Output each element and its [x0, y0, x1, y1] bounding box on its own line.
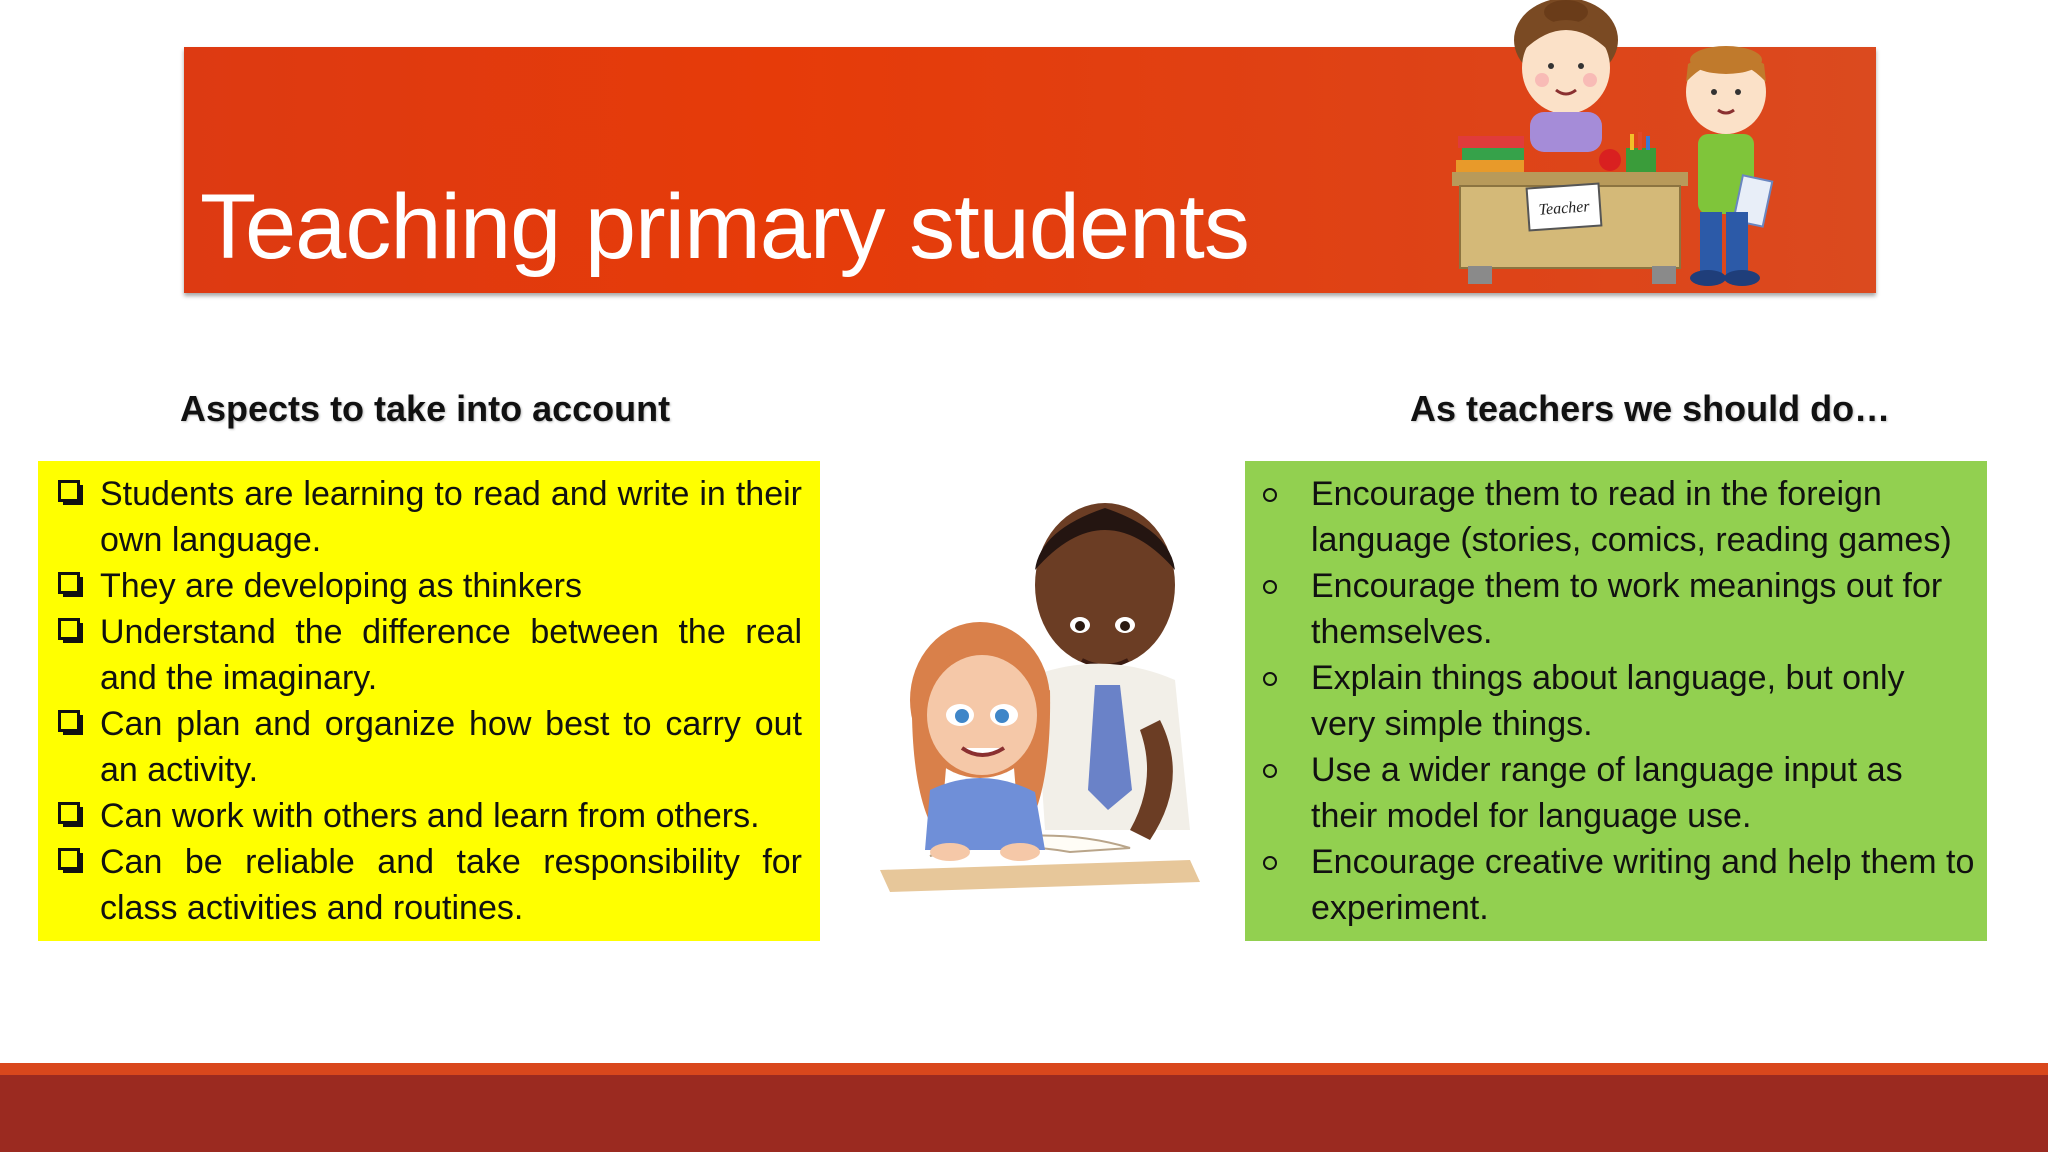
list-item: Students are learning to read and write in their own language. [54, 471, 802, 563]
hollow-circle-icon [1263, 580, 1277, 594]
checkbox-square-icon [58, 848, 80, 870]
footer-accent-stripe [0, 1063, 2048, 1075]
left-column-heading: Aspects to take into account [180, 388, 671, 429]
aspects-list [54, 471, 802, 931]
list-item: Encourage creative writing and help them to experiment. [1261, 839, 1977, 931]
checkbox-square-icon [58, 618, 80, 640]
list-item: Can plan and organize how best to carry out an activity. [54, 701, 802, 793]
list-item: Encourage them to work meanings out for themselves. [1261, 563, 1977, 655]
teacher-actions-list [1261, 471, 1977, 931]
hollow-circle-icon [1263, 764, 1277, 778]
list-item: Use a wider range of language input as their model for language use. [1261, 747, 1977, 839]
right-column-heading: As teachers we should do… [1410, 388, 1891, 429]
hollow-circle-icon [1263, 488, 1277, 502]
checkbox-square-icon [58, 802, 80, 824]
list-item: They are developing as thinkers [54, 563, 802, 609]
teacher-sign-text: Teacher [1538, 198, 1591, 219]
slide-title: Teaching primary students [200, 176, 1249, 278]
list-item: Understand the difference between the real and the imaginary. [54, 609, 802, 701]
checkbox-square-icon [58, 480, 80, 502]
teacher-actions-box [1245, 461, 1987, 941]
teacher-desk-illustration [1448, 0, 1778, 292]
list-item: Can work with others and learn from others. [54, 793, 802, 839]
hollow-circle-icon [1263, 856, 1277, 870]
checkbox-square-icon [58, 710, 80, 732]
reading-together-illustration [870, 500, 1210, 900]
list-item: Can be reliable and take responsibility for class activities and routines. [54, 839, 802, 931]
checkbox-square-icon [58, 572, 80, 594]
footer-band [0, 1075, 2048, 1152]
list-item: Explain things about language, but only very simple things. [1261, 655, 1977, 747]
hollow-circle-icon [1263, 672, 1277, 686]
list-item: Encourage them to read in the foreign language (stories, comics, reading games) [1261, 471, 1977, 563]
aspects-box [38, 461, 820, 941]
